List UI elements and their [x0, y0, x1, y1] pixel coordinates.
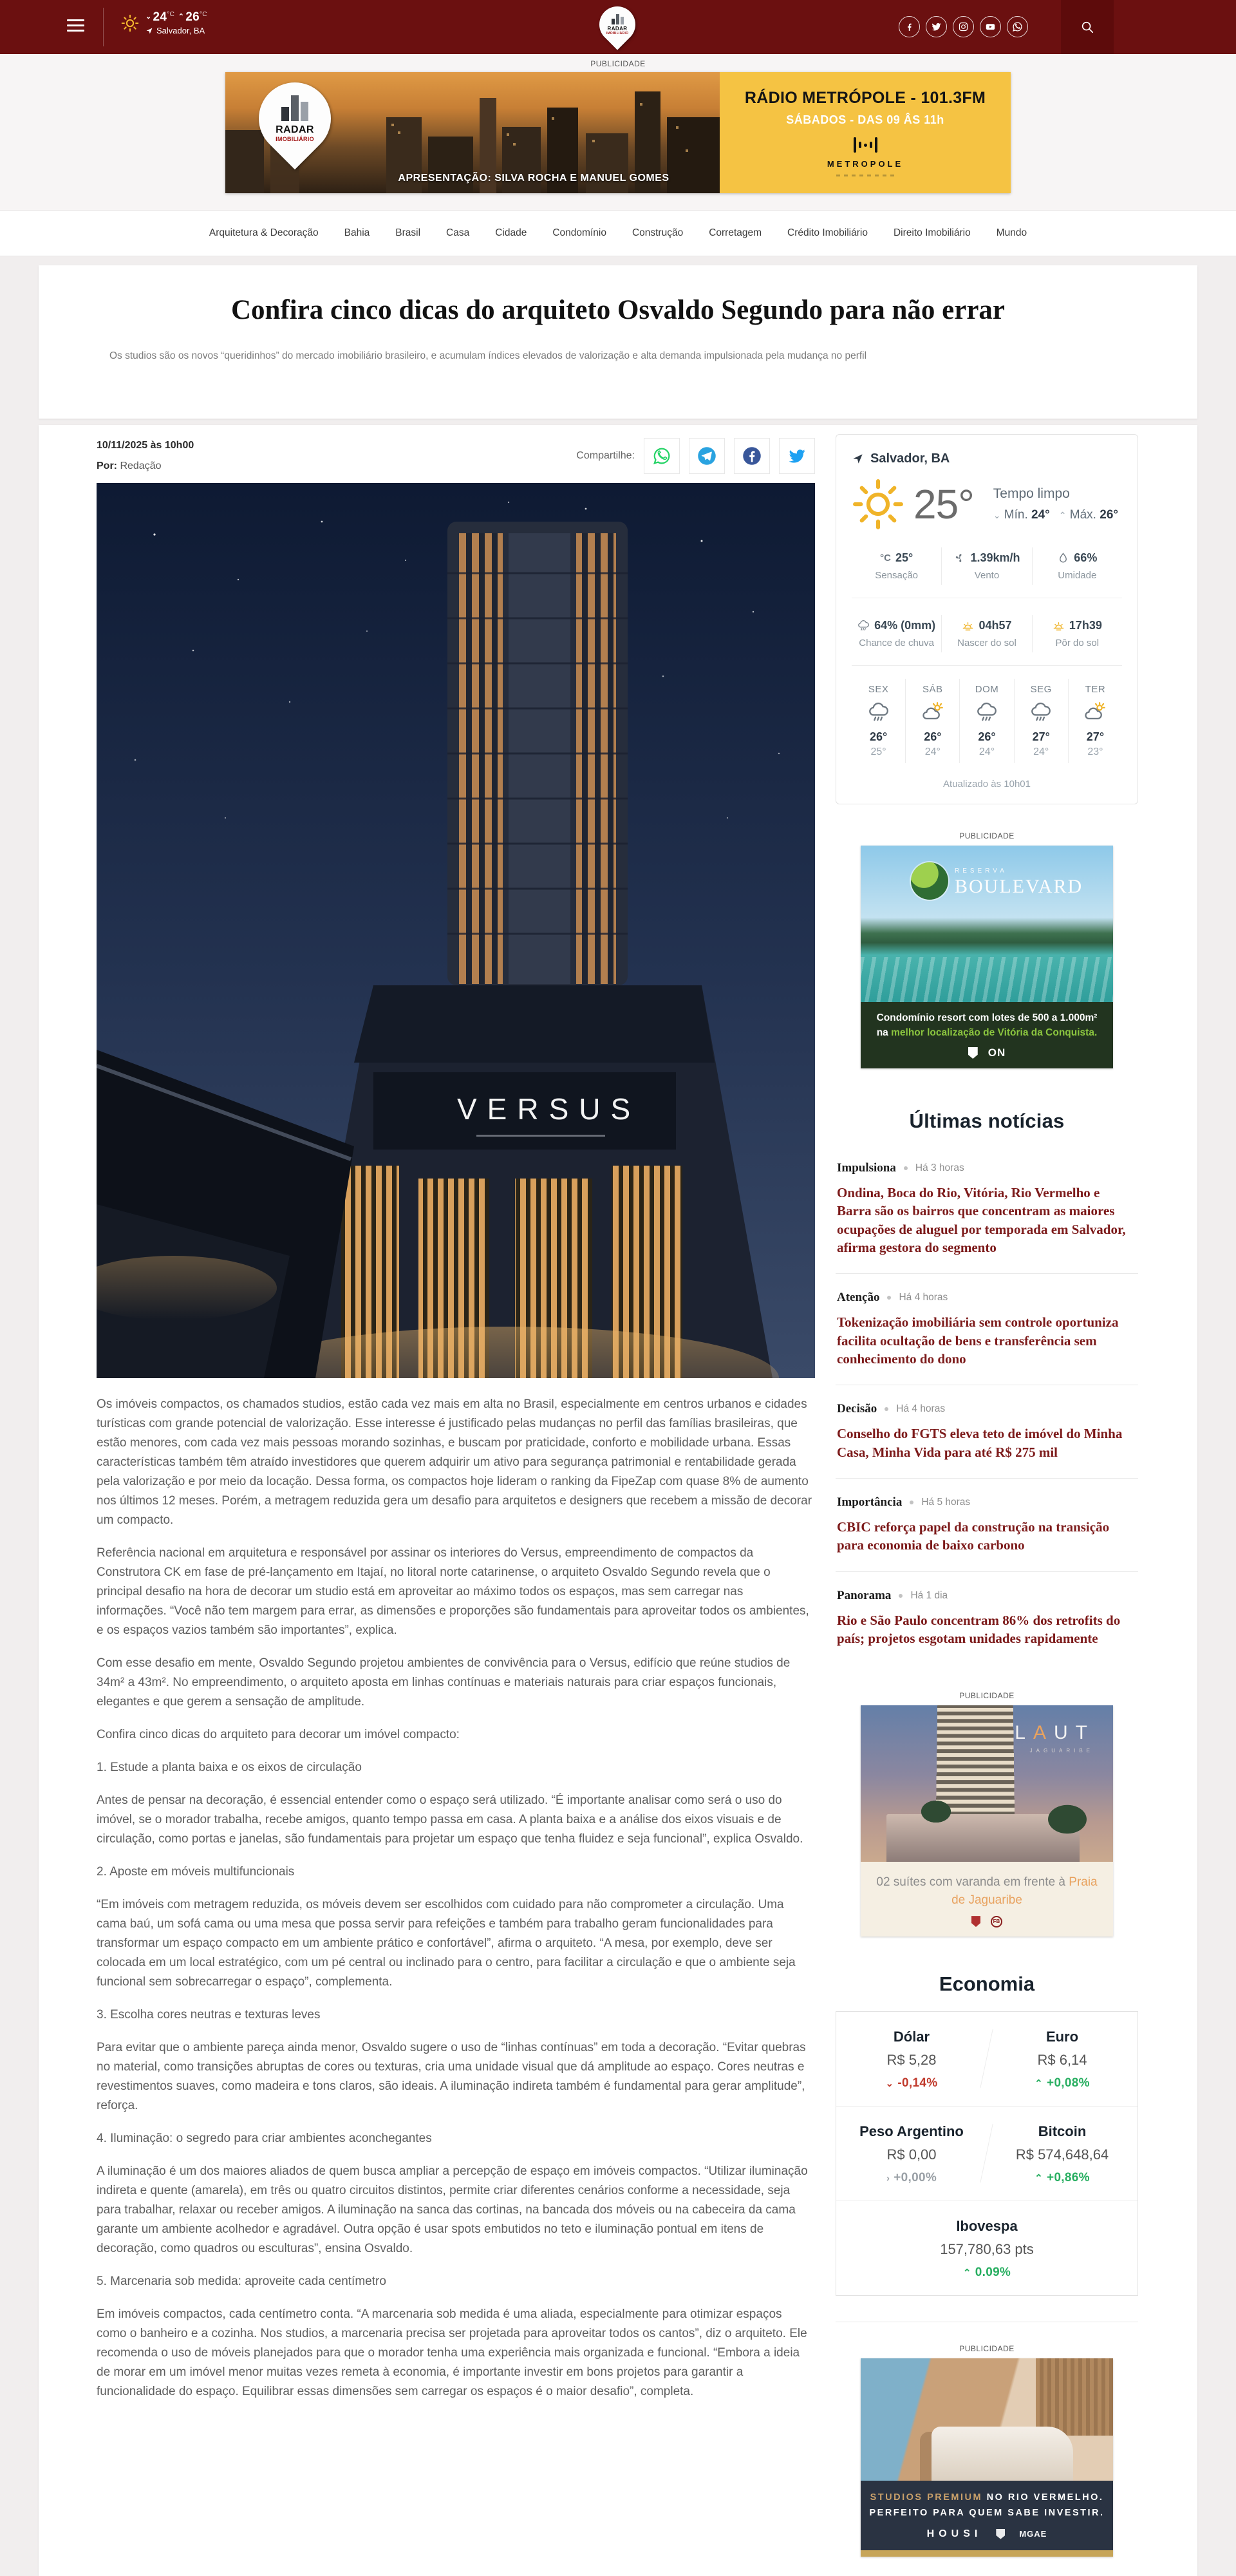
ad-radio-panel — [720, 72, 1011, 193]
radio-title: RÁDIO METRÓPOLE - 101.3FM — [744, 89, 986, 107]
housi-ad-section — [836, 2344, 1138, 2557]
nav-condominio[interactable]: Condomínio — [552, 227, 606, 238]
weather-stats-row-1 — [852, 547, 1122, 585]
news-time: Há 4 horas — [896, 1403, 946, 1415]
boulevard-ad-section — [836, 831, 1138, 1068]
news-category: Decisão — [837, 1402, 877, 1416]
fan-icon — [953, 552, 966, 564]
news-headline[interactable]: Conselho do FGTS eleva teto de imóvel do Minha Casa, Minha Vida para até R$ 275 mil — [837, 1426, 1123, 1460]
studio-bedroom-image — [861, 2358, 1113, 2481]
laut-caption: 02 suítes com varanda em frente à Praia de Jaguaribe — [876, 1875, 1098, 1908]
boulevard-ad-line2: na melhor localização de Vitória da Conquista. — [876, 1027, 1098, 1038]
paragraph: Em imóveis compactos, cada centímetro conta. “A marcenaria sob medida é uma aliada, especialmente para otimizar espaços como o banheiro e a cozinha. Nos studios, a marcenaria precisa ser projetada para aproveitar todos os cantos”, diz o arquiteto. Ele recomenda o uso de móveis planejados para que o morador tenha uma experiência mais organizada e funcional. “Embora a ideia de morar em um imóvel menor muitas vezes remeta à economia, é importante investir em bons projetos para garantir a funcionalidade do espaço. Equilibrar essas dimensões sem carregar os espaços é o maior desafio”, completa. — [97, 2307, 807, 2398]
article-hero-image — [97, 483, 815, 1378]
search-button[interactable] — [1061, 0, 1114, 54]
news-category: Importância — [837, 1495, 903, 1510]
forecast-day: TER 27° 23° — [1068, 679, 1122, 763]
page-title: Confira cinco dicas do arquiteto Osvaldo Segundo para não errar — [230, 295, 1006, 325]
buildings-icon — [612, 14, 624, 24]
sun-cloud-icon — [922, 701, 944, 723]
economy-box — [836, 2011, 1138, 2296]
nav-construcao[interactable]: Construção — [632, 227, 684, 238]
separator-dot — [904, 1166, 908, 1170]
news-headline[interactable]: Rio e São Paulo concentram 86% dos retrofits do país; projetos esgotam unidades rapidamente — [837, 1612, 1121, 1647]
builder-shield-icon — [996, 2529, 1005, 2539]
resort-pool-image — [861, 846, 1113, 1002]
boulevard-logo-top: RESERVA — [955, 867, 1007, 875]
news-headline[interactable]: Ondina, Boca do Rio, Vitória, Rio Vermelho e Barra são os bairros que concentram as maiores ocupações de aluguel por temporada em Salvador, afirma gestora do segmento — [837, 1185, 1126, 1256]
paragraph: Os imóveis compactos, os chamados studios, estão cada vez mais em alta no Brasil, especialmente em centros urbanos e cidades turísticas com grande potencial de valorização. Esse interesse é justificado pelas mudanças no perfil das famílias brasileiras, que estão menores, com cada vez mais pessoas morando sozinhas, e buscam por praticidade, conforto e mobilidade urbana. Essas características também têm atraído investidores que querem adquirir um ativo para segurança patrimonial e rentabilidade gerada pela valorização e por meio da locação. Dessa forma, os compactos hoje lideram o ranking da FipeZap com quase 8% de aumento nos últimos 12 meses. Porém, a metragem reduzida gera um desafio para arquitetos e designers que recebem a missão de decorar um compacto. — [97, 1397, 812, 1527]
builder-shield-icon — [971, 1916, 980, 1927]
news-item[interactable] — [836, 1144, 1138, 1274]
forecast-day: SEX 26° 25° — [868, 684, 889, 757]
paragraph: Antes de pensar na decoração, é essencial entender como o espaço será utilizado. “É importante analisar como será o uso do imóvel, se o morador trabalha, recebe amigos, quanto tempo passa em casa. A planta baixa e a análise dos eixos visuais e de circulação, como portas e janelas, são fundamentais para projetar um espaço que tenha fluidez e seja funcional”, explica Osvaldo. — [97, 1794, 803, 1846]
paragraph: A iluminação é um dos maiores aliados de quem busca ampliar a percepção de espaço em imóveis compactos. “Utilizar iluminação indireta e quente (amarela), em três ou quatro circuitos distintos, permite criar diferentes cenários conforme a necessidade, seja para trabalhar, relaxar ou receber amigos. A iluminação na sanca das cortinas, na bancada dos móveis ou na cabeceira da cama garante um ambiente acolhedor e agradável. Outra opção é usar spots embutidos no teto e iluminação pontual em itens de decoração, como quadros ou esculturas”, ensina Osvaldo. — [97, 2164, 808, 2255]
search-icon — [1080, 20, 1094, 34]
sun-icon — [121, 14, 139, 32]
header-divider — [103, 8, 104, 46]
ad-city-image — [225, 72, 720, 193]
site-logo[interactable] — [599, 6, 637, 53]
paragraph: Com esse desafio em mente, Osvaldo Segundo projetou ambientes de convivência para o Versus, edifício que reúne studios de 34m² a 43m². No empreendimento, o arquiteto aposta em linhas contínuas e materiais naturais para criar espaços funcionais, elegantes e que gerem a sensação de amplitude. — [97, 1656, 791, 1709]
separator-dot — [910, 1501, 913, 1504]
share-facebook-button[interactable] — [734, 438, 770, 474]
audio-bars-icon — [854, 137, 877, 153]
share-label: Compartilhe: — [576, 450, 635, 461]
header-weather-widget[interactable] — [121, 10, 207, 35]
twitter-icon[interactable] — [926, 16, 947, 37]
forecast-day: SEG 27° 24° — [1014, 679, 1068, 763]
separator-dot — [887, 1296, 891, 1300]
sun-cloud-icon — [1084, 701, 1106, 723]
nav-mundo[interactable]: Mundo — [996, 227, 1027, 238]
header-social-links — [899, 16, 1028, 37]
news-time: Há 1 dia — [910, 1589, 948, 1601]
news-item[interactable] — [836, 1274, 1138, 1385]
trend-flat-icon: › — [886, 2172, 890, 2184]
top-header — [0, 0, 1236, 54]
news-category: Panorama — [837, 1588, 892, 1602]
tip-heading-2: 2. Aposte em móveis multifuncionais — [97, 1865, 295, 1879]
nav-bahia[interactable]: Bahia — [344, 227, 370, 238]
chevron-up-icon: ⌃ — [1058, 510, 1067, 520]
housi-logo: HOUSI — [926, 2528, 982, 2539]
nav-cidade[interactable]: Cidade — [495, 227, 527, 238]
forecast-day: SÁB 26° 24° — [905, 679, 959, 763]
droplet-icon — [1057, 552, 1069, 564]
economy-peso: Peso Argentino R$ 0,00 › +0,00% — [836, 2106, 987, 2201]
economy-ibovespa: Ibovespa 157,780,63 pts ⌃ 0.09% — [836, 2201, 1138, 2295]
economy-title: Economia — [939, 1972, 1035, 1995]
rain-cloud-icon — [857, 620, 870, 632]
location-arrow-icon — [852, 453, 864, 465]
separator-dot — [885, 1407, 888, 1411]
sidebar — [836, 434, 1138, 2557]
header-temps: ⌄ $24^{^\circ C}$ ⌃ $26^{^\circ C}$ — [145, 10, 207, 24]
economy-bitcoin: Bitcoin R$ 574,648,64 ⌃ +0,86% — [987, 2106, 1138, 2201]
news-time: Há 3 horas — [915, 1162, 964, 1173]
stat-por-do-sol: 17h39 Pôr do sol — [1032, 615, 1122, 652]
instagram-icon[interactable] — [953, 16, 974, 37]
radio-metropole-ad[interactable] — [225, 72, 1011, 193]
nav-brasil[interactable]: Brasil — [395, 227, 421, 238]
share-bar — [576, 438, 815, 474]
stat-chuva: 64% (0mm) Chance de chuva — [852, 615, 941, 652]
radar-pin-logo: RADAR IMOBILIÁRIO — [259, 82, 335, 179]
weather-location: Salvador, BA — [852, 451, 1122, 466]
builder-shield-icon — [968, 1047, 978, 1059]
housi-ad-line2: PERFEITO PARA QUEM SABE INVESTIR. — [869, 2507, 1105, 2518]
share-whatsapp-button[interactable] — [644, 438, 680, 474]
latest-news-section — [836, 1110, 1138, 1664]
radio-schedule: SÁBADOS - DAS 09 ÂS 11h — [786, 113, 944, 126]
facebook-icon[interactable] — [899, 16, 920, 37]
nav-credito-imobiliario[interactable]: Crédito Imobiliário — [787, 227, 868, 238]
mgae-logo: MGAE — [1019, 2529, 1047, 2539]
versus-sign-text: VERSUS — [457, 1092, 641, 1126]
gold-stripe — [861, 2550, 1113, 2557]
nav-arquitetura[interactable]: Arquitetura & Decoração — [209, 227, 319, 238]
youtube-icon[interactable] — [980, 16, 1001, 37]
publicidade-label: PUBLICIDADE — [959, 2344, 1015, 2353]
sunrise-icon — [962, 620, 974, 632]
trend-up-icon: ⌃ — [1035, 2078, 1044, 2089]
article-column — [97, 434, 815, 2557]
main-navigation — [0, 210, 1236, 256]
buildings-icon — [281, 95, 308, 121]
article-title-card — [39, 265, 1197, 419]
article-lead: Os studios são os novos “queridinhos” do mercado imobiliário brasileiro, e acumulam índices elevados de valorização e alta demanda impulsionada pela mudança no perfil — [109, 350, 867, 362]
latest-news-title: Últimas notícias — [909, 1110, 1065, 1132]
ad-presenter-text: APRESENTAÇÃO: SILVA ROCHA E MANUEL GOMES — [398, 173, 670, 184]
header-location: Salvador, BA — [145, 26, 207, 35]
news-time: Há 4 horas — [899, 1292, 948, 1303]
weather-forecast — [852, 679, 1122, 763]
sunset-icon — [1053, 620, 1065, 632]
article-card — [39, 425, 1197, 2576]
boulevard-logo-main: BOULEVARD — [955, 876, 1083, 897]
news-headline[interactable]: Tokenização imobiliária sem controle oportuniza facilita ocultação de bens e transferência sem conhecimento do dono — [837, 1314, 1119, 1367]
chevron-down-icon: ⌄ — [145, 13, 152, 21]
menu-button[interactable] — [67, 19, 84, 35]
stat-umidade: 66% Umidade — [1032, 547, 1122, 585]
economy-section — [836, 1973, 1138, 2296]
trend-up-icon: ⌃ — [962, 2267, 971, 2278]
housi-ad-line1: STUDIOS PREMIUM NO RIO VERMELHO. — [870, 2492, 1104, 2503]
logo-text-bottom: IMOBILIÁRIO — [606, 31, 629, 35]
sun-icon — [852, 478, 904, 531]
publicidade-label: PUBLICIDADE — [590, 59, 646, 68]
paragraph: Confira cinco dicas do arquiteto para decorar um imóvel compacto: — [97, 1728, 460, 1741]
separator-dot — [899, 1594, 903, 1598]
housi-ad[interactable] — [861, 2358, 1113, 2557]
news-item[interactable] — [836, 1479, 1138, 1572]
news-category: Atenção — [837, 1291, 880, 1305]
stat-nascer-do-sol: 04h57 Nascer do sol — [941, 615, 1031, 652]
news-category: Impulsiona — [837, 1161, 896, 1175]
tip-heading-1: 1. Estude a planta baixa e os eixos de circulação — [97, 1761, 362, 1774]
news-time: Há 5 horas — [921, 1497, 971, 1508]
article-meta-row — [97, 434, 815, 483]
on-logo: ON — [988, 1046, 1006, 1059]
logo-text-top: RADAR — [607, 25, 628, 32]
nav-corretagem[interactable]: Corretagem — [709, 227, 762, 238]
location-arrow-icon — [145, 27, 153, 35]
current-temperature: 25° — [913, 481, 974, 527]
tip-heading-3: 3. Escolha cores neutras e texturas leves — [97, 2008, 321, 2022]
paragraph: Para evitar que o ambiente pareça ainda menor, Osvaldo sugere o uso de “linhas contínuas” em toda a decoração. “Evitar quebras no material, como transições abruptas de cores ou texturas, cria uma unidade visual que dá amplitude ao espaço. Cores neutras e revestimentos suaves, como madeira e tons claros, são ideais. A iluminação indireta também é fundamental para gerar amplitude”, reforça. — [97, 2041, 806, 2112]
economy-euro: Euro R$ 6,14 ⌃ +0,08% — [1035, 2028, 1090, 2090]
weather-condition: Tempo limpo — [993, 486, 1070, 501]
boulevard-logo-icon — [911, 862, 948, 900]
whatsapp-icon[interactable] — [1007, 16, 1028, 37]
laut-logo: LAUT — [1015, 1722, 1095, 1744]
rain-cloud-icon — [1030, 701, 1052, 723]
paragraph: “Em imóveis com metragem reduzida, os móveis devem ser escolhidos com cuidado para não comprometer a circulação. Uma cama baú, um sofá cama ou uma mesa que possa servir para refeições e também para trabalho geram funcionalidades para transformar um espaço compacto em um ambiente prático e confortável”, afirma o arquiteto. “A mesa, por exemplo, deve ser colocada em um local estratégico, com um pé central ou inclinado para o centro, para facilitar a circulação e que o ambiente seja funcional sem sobrecarregar o espaço”, complementa. — [97, 1898, 796, 1989]
thermometer-icon: °C — [880, 553, 891, 564]
article-body — [97, 1395, 815, 2401]
tip-heading-5: 5. Marcenaria sob medida: aproveite cada centímetro — [97, 2275, 386, 2288]
builder-circle-icon: FB — [991, 1916, 1002, 1927]
weather-widget — [836, 434, 1138, 804]
news-item[interactable] — [836, 1572, 1138, 1665]
chevron-up-icon: ⌃ — [178, 13, 185, 21]
news-item[interactable] — [836, 1385, 1138, 1479]
trend-up-icon: ⌃ — [1035, 2172, 1044, 2184]
article-date: 10/11/2025 às 10h00 — [97, 440, 194, 451]
weather-stats-row-2 — [852, 615, 1122, 652]
article-author: Por: Redação — [97, 460, 162, 471]
publicidade-label: PUBLICIDADE — [959, 1691, 1015, 1701]
weather-updated: Atualizado às 10h01 — [943, 779, 1031, 790]
publicidade-label: PUBLICIDADE — [959, 831, 1015, 840]
rain-cloud-icon — [868, 701, 890, 723]
chevron-down-icon: ⌄ — [993, 510, 1001, 520]
tip-heading-4: 4. Iluminação: o segredo para criar ambientes aconchegantes — [97, 2132, 432, 2145]
forecast-day: DOM 26° 24° — [959, 679, 1013, 763]
share-telegram-button[interactable] — [689, 438, 725, 474]
laut-building-image — [861, 1705, 1113, 1862]
rain-cloud-icon — [976, 701, 998, 723]
metropole-brand: METROPOLE — [827, 159, 904, 169]
paragraph: Referência nacional em arquitetura e responsável por assinar os interiores do Versus, empreendimento de compactos da Construtora CK em fase de pré-lançamento em Itajaí, no litoral norte catarinense, o arquiteto Osvaldo Segundo revela que o principal desafio na hora de decorar um studio está em aproveitar ao máximo todos os espaços, mas sem carregar nas informações. “Você não tem margem para errar, as dimensões e proporções são fundamentais para aproveitar todos os ambientes, e os espaços vazios também são importantes”, explica. — [97, 1546, 809, 1637]
laut-ad-section — [836, 1691, 1138, 1936]
metropole-tagline — [836, 175, 894, 176]
boulevard-ad[interactable] — [861, 846, 1113, 1068]
nav-casa[interactable]: Casa — [446, 227, 470, 238]
weather-minmax: ⌄ Mín. 24° ⌃ Máx. 26° — [993, 508, 1118, 522]
nav-direito-imobiliario[interactable]: Direito Imobiliário — [893, 227, 971, 238]
laut-ad[interactable] — [861, 1705, 1113, 1936]
share-twitter-button[interactable] — [779, 438, 815, 474]
stat-vento: 1.39km/h Vento — [941, 547, 1031, 585]
news-headline[interactable]: CBIC reforça papel da construção na transição para economia de baixo carbono — [837, 1519, 1110, 1553]
stat-sensacao: °C 25° Sensação — [875, 551, 919, 581]
boulevard-ad-line1: Condomínio resort com lotes de 500 a 1.000m² — [876, 1012, 1098, 1023]
laut-logo-sub: JAGUARIBE — [1029, 1748, 1094, 1754]
economy-dolar: Dólar R$ 5,28 ⌄ -0,14% — [836, 2012, 987, 2106]
trend-down-icon: ⌄ — [885, 2078, 894, 2089]
top-ad-section — [0, 54, 1236, 210]
